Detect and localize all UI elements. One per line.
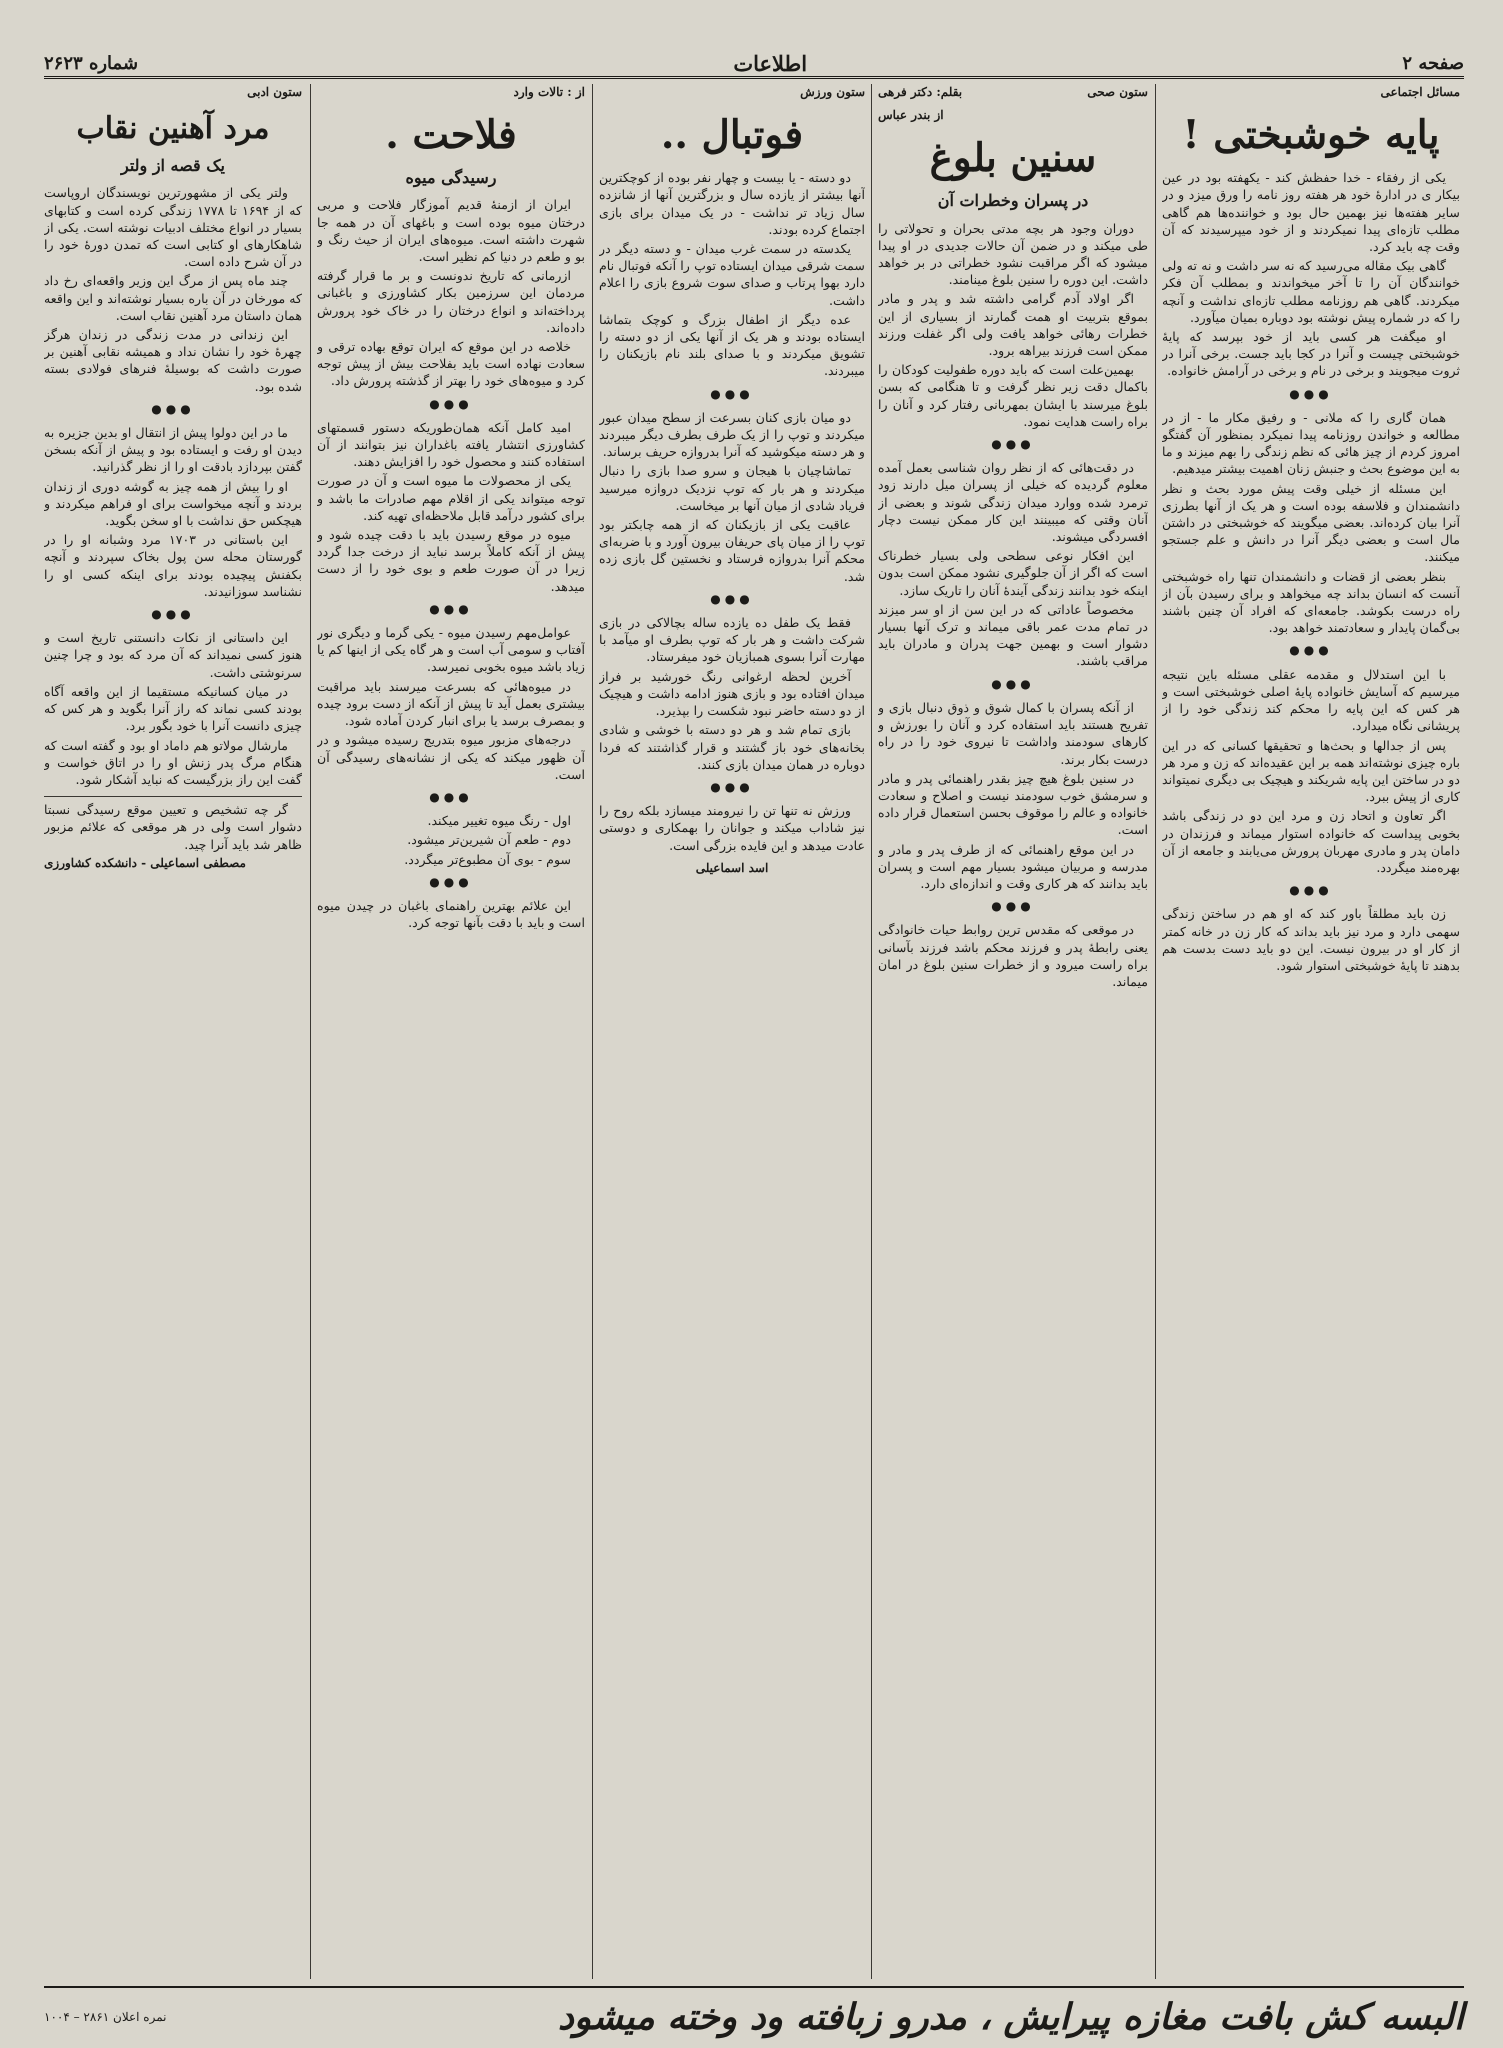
paragraph: میوه در موقع رسیدن باید با دقت چیده شود و پیش از آنکه کاملاً برسد نباید از درخت جدا گردد زیرا در آن صورت طعم و بوی خود را از دست میدهد. — [317, 527, 585, 594]
newspaper-title: اطلاعات — [733, 50, 808, 76]
paragraph: فقط یک طفل ده یازده ساله بچالاکی در بازی شرکت داشت و هر بار که توپ بطرف او میآمد با مهارت آنرا بسوی همبازیان خود میفرستاد. — [599, 615, 865, 665]
paragraph: یکی از رفقاء - خدا حفظش کند - یکهفته بود در عین بیکار ی در ادارهٔ خود هر هفته روز نامه را ورق میزد و در سایر هفته‌ها نیز بهمین حال بود و خواننده‌ها هم گاهی مطلب تازه‌ای پیدا نمیکردند و از خود میپرسیدند که آن وقت چه باید کرد. — [1162, 170, 1460, 255]
article-body — [599, 169, 865, 854]
paragraph: او را بیش از همه چیز به گوشه دوری از زندان بردند و آنچه میخواست برای او فراهم میکردند و هیچکس حق نداشت با او سخن بگوید. — [44, 478, 302, 529]
page-number: صفحه ۲ — [1402, 52, 1464, 74]
author-location: از بندر عباس — [878, 108, 944, 123]
paragraph: او میگفت هر کسی باید از خود بپرسد که پایهٔ خوشبختی چیست و آنرا در کجا باید جست. برخی آنرا در ثروت میجویند و برخی در نام و برخی در آرامش خانواده. — [1162, 329, 1460, 379]
paragraph: ولتر یکی از مشهورترین نویسندگان اروپاست که از ۱۶۹۴ تا ۱۷۷۸ زندگی کرده است و کتابهای بسیار در انواع مختلف ادبیات نوشته است. یکی از شاهکارهای او کتابی است که تمدن دورهٔ خود را در آن شرح داده است. — [44, 185, 302, 270]
paragraph: این علائم بهترین راهنمای باغبان در چیدن میوه است و باید با دقت بآنها توجه کرد. — [317, 897, 585, 931]
paragraph: این باستانی در ۱۷۰۳ مرد وشبانه او را در گورستان محله سن پول بخاک سپردند و آنچه بکفنش پیچیده بودند برای اینکه کسی او را نشناسد سوزانیدند. — [44, 532, 302, 599]
paragraph: این داستانی از نکات دانستنی تاریخ است و هنوز کسی نمیداند که آن مرد که بود و چرا چنین سرنوشتی داشت. — [44, 630, 302, 680]
headline: سنین بلوغ — [929, 135, 1097, 182]
paragraph: در میوه‌هائی که بسرعت میرسند باید مراقبت بیشتری بعمل آید تا پیش از آنکه از دست برود چیده و بمصرف برسد یا برای انبار کردن آماده شود. — [317, 678, 585, 729]
column-social — [1162, 84, 1460, 1984]
paragraph: همان گاری را که ملانی - و رفیق مکار ما - از در مطالعه و خواندن روزنامه پیدا نمیکرد بمنظور آن گفتگو امروز کردم از چیز هائی که نظم زندگی را بهم میزند و ما به این موضوع بحث و جنبش زنان اهمیت بیشتر میدهیم. — [1162, 409, 1460, 477]
subheadline: یک قصه از ولتر — [120, 156, 225, 176]
paragraph: سوم - بوی آن مطبوع‌تر میگردد. — [404, 851, 571, 867]
column-divider — [871, 84, 872, 1979]
section-separator: ●●● — [429, 601, 473, 616]
section-label: از : تالات وارد — [513, 85, 585, 99]
paragraph: خلاصه در این موقع که ایران توقع بهاده ترقی و سعادت نهاده است باید بفلاحت بیش از پیش توجه کرد و میوه‌های خود را بهتر از گذشته پرورش داد. — [317, 339, 585, 389]
paragraph: پس از جدالها و بحث‌ها و تحقیقها کسانی که در این باره چیزی نوشته‌اند همه بر این عقیده‌اند که زن و مرد هر دو در ساختن این پایه شریکند و هیچیک بی دیگری نمیتواند کاری از پیش ببرد. — [1162, 737, 1460, 805]
paragraph: عوامل‌مهم رسیدن میوه - یکی گرما و دیگری نور آفتاب و سومی آب است و هر گاه یکی از اینها کم یا زیاد باشد میوه بخوبی نمیرسد. — [317, 625, 585, 675]
section-label: مسائل اجتماعی — [1380, 85, 1460, 99]
column-sport — [599, 84, 865, 1984]
paragraph: اگر تعاون و اتحاد زن و مرد این دو در زندگی باشد بخوبی پیداست که خانواده استوار میماند و فرزندان در دامان پدر و مادری مهربان پرورش می‌یابند و جامعه از آن بهره‌مند میگردد. — [1162, 808, 1460, 875]
section-separator: ●●● — [710, 591, 754, 606]
advertisement-banner — [44, 1994, 1464, 2040]
paragraph: زن باید مطلقاً باور کند که او هم در ساختن زندگی سهمی دارد و مرد نیز باید بداند که کار زن در خانه کمتر از کار او در بیرون نیست. این دو باید دست بدست هم بدهند تا پایهٔ خوشبختی استوار شود. — [1162, 906, 1460, 973]
paragraph: بازی تمام شد و هر دو دسته با خوشی و شادی بخانه‌های خود باز گشتند و قرار گذاشتند که فردا دوباره در همان میدان بازی کنند. — [599, 722, 865, 772]
paragraph: این مسئله از خیلی وقت پیش مورد بحث و نظر دانشمندان و فلاسفه بوده است و هر یک از آنها بطرزی آنرا بیان کرده‌اند. بعضی میگویند که خوشبختی در داشتن مال است و بعضی دیگر آنرا در دانش و علم جستجو میکنند. — [1162, 480, 1460, 565]
paragraph: در موقعی که مقدس ترین روابط حیات خانوادگی یعنی رابطهٔ پدر و فرزند محکم باشد فرزند بآسانی براه راست میرود و از خطرات سنین بلوغ در امان میماند. — [878, 922, 1148, 989]
article-body — [878, 220, 1148, 991]
paragraph: این زندانی در مدت زندگی در زندان هرگز چهرهٔ خود را نشان نداد و همیشه نقابی آهنین بر صورت داشت که بوسیلهٔ فنرهای فولادی بسته شده بود. — [44, 327, 302, 394]
paragraph: در این موقع راهنمائی که از طرف پدر و مادر و مدرسه و مربیان میشود بسیار مهم است و پسران باید بدانند که هر کاری وقت و اندازه‌ای دارد. — [878, 841, 1148, 891]
paragraph: آخرین لحظه ارغوانی رنگ خورشید بر فراز میدان افتاده بود و بازی هنوز ادامه داشت و هیچیک از دو دسته حاضر نبود شکست را بپذیرد. — [599, 668, 865, 719]
paragraph: از آنکه پسران با کمال شوق و ذوق دنبال بازی و تفریح هستند باید استفاده کرد و آنان را بورزش و کارهای سودمند واداشت تا نیروی خود را در راه درست بکار برند. — [878, 699, 1148, 767]
article-body — [44, 184, 302, 788]
section-separator: ●●● — [151, 607, 195, 622]
article-body — [317, 196, 585, 931]
section-separator: ●●● — [1289, 386, 1333, 401]
subheadline: در پسران وخطرات آن — [937, 191, 1089, 211]
paragraph: گاهی بیک مقاله می‌رسید که نه سر داشت و نه ته ولی خوانندگان آن را تا آخر میخواندند و بمطلب آن فکر میکردند. گاهی هم روزنامه مطلب تازه‌ای نداشت و آنچه را که در شماره پیش نوشته بود دوباره بمیان میآورد. — [1162, 258, 1460, 325]
paragraph: مارشال مولاتو هم داماد او بود و گفته است که هنگام مرگ پدر زنش او را در اتاق خواست و گفت این راز بزرگیست که نباید آشکار شود. — [44, 737, 302, 787]
section-separator: ●●● — [151, 401, 195, 416]
paragraph: درجه‌های مزبور میوه بتدریج رسیده میشود و در آن ظهور میکند که یکی از نشانه‌های رسیدگی آن است. — [317, 732, 585, 782]
paragraph: چند ماه پس از مرگ این وزیر واقعه‌ای رخ داد که مورخان در آن باره بسیار نوشته‌اند و این واقعه همان داستان مرد آهنین نقاب است. — [44, 273, 302, 323]
column-divider — [1155, 84, 1156, 1979]
section-label: ستون ادبی — [247, 85, 302, 99]
section-separator: ●●● — [710, 779, 754, 794]
footnote-box — [44, 796, 302, 872]
paragraph: یکدسته در سمت غرب میدان - و دسته دیگر در سمت شرقی میدان ایستاده توپ را آنکه فوتبال نام دارد بهوا پرتاب و صدای سوت شروع بازی را اعلام داشت. — [599, 241, 865, 308]
subheadline: رسیدگی میوه — [405, 168, 497, 188]
paragraph: دوم - طعم آن شیرین‌تر میشود. — [407, 832, 571, 848]
article-body — [1162, 169, 1460, 974]
masthead — [44, 50, 1464, 79]
paragraph: ورزش نه تنها تن را نیرومند میسازد بلکه روح را نیز شاداب میکند و جوانان را بهمکاری و دوستی عادت میدهد و این فایده بزرگی است. — [599, 803, 865, 853]
signature: مصطفی اسماعیلی - دانشکده کشاورزی — [44, 855, 246, 870]
section-separator: ●●● — [991, 437, 1035, 452]
advertisement-text: البسه کش بافت مغازه پیرایش ، مدرو زبافته ود وخته میشود — [557, 1996, 1464, 2038]
headline: فوتبال .. — [660, 112, 804, 159]
byline: بقلم: دکتر فرهی — [878, 85, 963, 99]
section-separator: ●●● — [1289, 643, 1333, 658]
paragraph: امید کامل آنکه همان‌طوریکه دستور قسمتهای کشاورزی انتشار یافته باغداران نیز بتوانند از آن استفاده کنند و محصول خود را افزایش دهند. — [317, 419, 585, 470]
paragraph: ازرمانی که تاریخ ندونست و بر ما قرار گرفته مردمان این سرزمین بکار کشاورزی و باغبانی پرداخته‌اند و انواع درختان را در خاک خود پرورش داده‌اند. — [317, 268, 585, 335]
paragraph: با این استدلال و مقدمه عقلی مسئله باین نتیجه میرسیم که آسایش خانواده پایهٔ اصلی خوشبختی است و هر کس که این پایه را محکم کند زندگی خود را از پریشانی نگاه میدارد. — [1162, 666, 1460, 734]
section-separator: ●●● — [429, 874, 473, 889]
headline: مرد آهنین نقاب — [76, 111, 270, 147]
section-separator: ●●● — [429, 396, 473, 411]
headline: فلاحت . — [385, 112, 517, 159]
paragraph: دو میان بازی کنان بسرعت از سطح میدان عبور میکردند و توپ را از یک طرف بطرف دیگر میبردند و هر دسته میکوشید که آنرا بدروازه حریف برساند. — [599, 409, 865, 460]
paragraph: اول - رنگ میوه تغییر میکند. — [427, 813, 571, 829]
paragraph: در میان کسانیکه مستقیما از این واقعه آگاه بودند کسی نماند که راز آنرا بگوید و هر کس که چیزی دانست آنرا با خود بگور برد. — [44, 683, 302, 734]
paragraph: یکی از محصولات ما میوه است و آن در صورت توجه میتواند یکی از اقلام مهم صادرات ما باشد و برای کشور درآمد قابل ملاحظه‌ای تهیه کند. — [317, 473, 585, 523]
paragraph: دوران وجود هر بچه مدتی بحران و تحولاتی را طی میکند و در ضمن آن حالات جدیدی در او پیدا میشود که اگر مراقبت نشود خطراتی در بر خواهد داشت. این دوره را سنین بلوغ مینامند. — [878, 220, 1148, 288]
paragraph: مخصوصاً عاداتی که در این سن از او سر میزند در تمام مدت عمر باقی میماند و ترک آنها بسیار دشوار است و بهمین جهت پدران و مادران باید مراقب باشند. — [878, 601, 1148, 669]
footnote: گر چه تشخیص و تعیین موقع رسیدگی نسبتا دشوار است ولی در هر موقعی که علائم مزبور ظاهر شد باید آنرا چید. — [44, 802, 302, 852]
signature: اسد اسماعیلی — [695, 860, 769, 875]
issue-number: شماره ۲۶۲۳ — [44, 52, 139, 74]
paragraph: در دقت‌هائی که از نظر روان شناسی بعمل آمده معلوم گردیده که خیلی از پسران میل دارند زود ترمرد شده ووارد میدان زندگی شوند و بعضی از آنان وقتی که میبینند این کار ممکن نیست دچار افسردگی میشوند. — [878, 460, 1148, 545]
paragraph: در سنین بلوغ هیچ چیز بقدر راهنمائی پدر و مادر و سرمشق خوب سودمند نیست و اصلاح و سعادت خانواده و عالم را موقوف بحسن استعمال قرار داده است. — [878, 770, 1148, 838]
column-divider — [310, 84, 311, 1979]
section-separator: ●●● — [991, 676, 1035, 691]
section-label: ستون ورزش — [800, 85, 865, 99]
headline: پایه خوشبختی ! — [1182, 112, 1440, 159]
section-separator: ●●● — [1289, 883, 1333, 898]
section-separator: ●●● — [429, 789, 473, 804]
column-agriculture — [317, 84, 585, 1984]
paragraph: تماشاچیان با هیجان و سرو صدا بازی را دنبال میکردند و هر بار که توپ نزدیک دروازه میرسید فریاد شادی از میان آنها بر میخاست. — [599, 463, 865, 513]
footer-divider — [44, 1986, 1464, 1988]
advertisement-code: نمره اعلان ۲۸۶۱ – ۱۰۰۴ — [44, 2010, 167, 2024]
paragraph: عاقبت یکی از بازیکنان که از همه چابکتر بود توپ را از میان پای حریفان بیرون آورد و با ضربه‌ای محکم آنرا بدروازه فرستاد و نخستین گل بازی زده شد. — [599, 517, 865, 584]
paragraph: ایران از ازمنهٔ قدیم آموزگار فلاحت و مربی درختان میوه بوده است و باغهای آن در همه جا شهرت داشته است. میوه‌های ایران از حیث رنگ و بو و طعم در دنیا کم نظیر است. — [317, 197, 585, 265]
column-literature — [44, 84, 302, 1984]
column-divider — [592, 84, 593, 1979]
paragraph: دو دسته - یا بیست و چهار نفر بوده از کوچکترین آنها بیشتر از یازده سال و بزرگترین آنها از شانزده سال زیاد تر نداشت - در یک میدان برای بازی اجتماع کرده بودند. — [599, 170, 865, 237]
paragraph: اگر اولاد آدم گرامی داشته شد و پدر و مادر بموقع بتربیت او همت گمارند از بسیاری از این خطرات رهائی خواهد یافت ولی اگر غفلت ورزند ممکن است فرزند بیراهه برود. — [878, 291, 1148, 359]
paragraph: عده دیگر از اطفال بزرگ و کوچک بتماشا ایستاده بودند و هر یک از آنها یکی از دو دسته را تشویق میکردند و با صدای بلند نام بازیکنان را میبردند. — [599, 311, 865, 379]
section-separator: ●●● — [710, 386, 754, 401]
paragraph: ما در این دولوا پیش از انتقال او بدین جزیره به دیدن او رفت و ایستاده بود و پیش از آنکه بسخن گفتن بپردازد بادقت او را از نظر گذرانید. — [44, 425, 302, 475]
paragraph: بهمین‌علت است که باید دوره طفولیت کودکان را باکمال دقت زیر نظر گرفت و تا هنگامی که بسن بلوغ میرسند با ایشان بمهربانی رفتار کرد و آنان را براه راست هدایت نمود. — [878, 362, 1148, 429]
paragraph: این افکار نوعی سطحی ولی بسیار خطرناک است که اگر از آن جلوگیری نشود ممکن است بدون اینکه خود بدانند زندگی آیندهٔ آنان را تاریک سازد. — [878, 548, 1148, 598]
section-separator: ●●● — [991, 899, 1035, 914]
paragraph: بنظر بعضی از قضات و دانشمندان تنها راه خوشبختی آنست که انسان بداند چه میخواهد و برای رسیدن بآن از راه درست بکوشد. جامعه‌ای که افراد آن چنین باشند بی‌گمان پایدار و سعادتمند خواهد بود. — [1162, 568, 1460, 636]
section-label: ستون صحی — [1087, 85, 1148, 99]
column-health — [878, 84, 1148, 1984]
